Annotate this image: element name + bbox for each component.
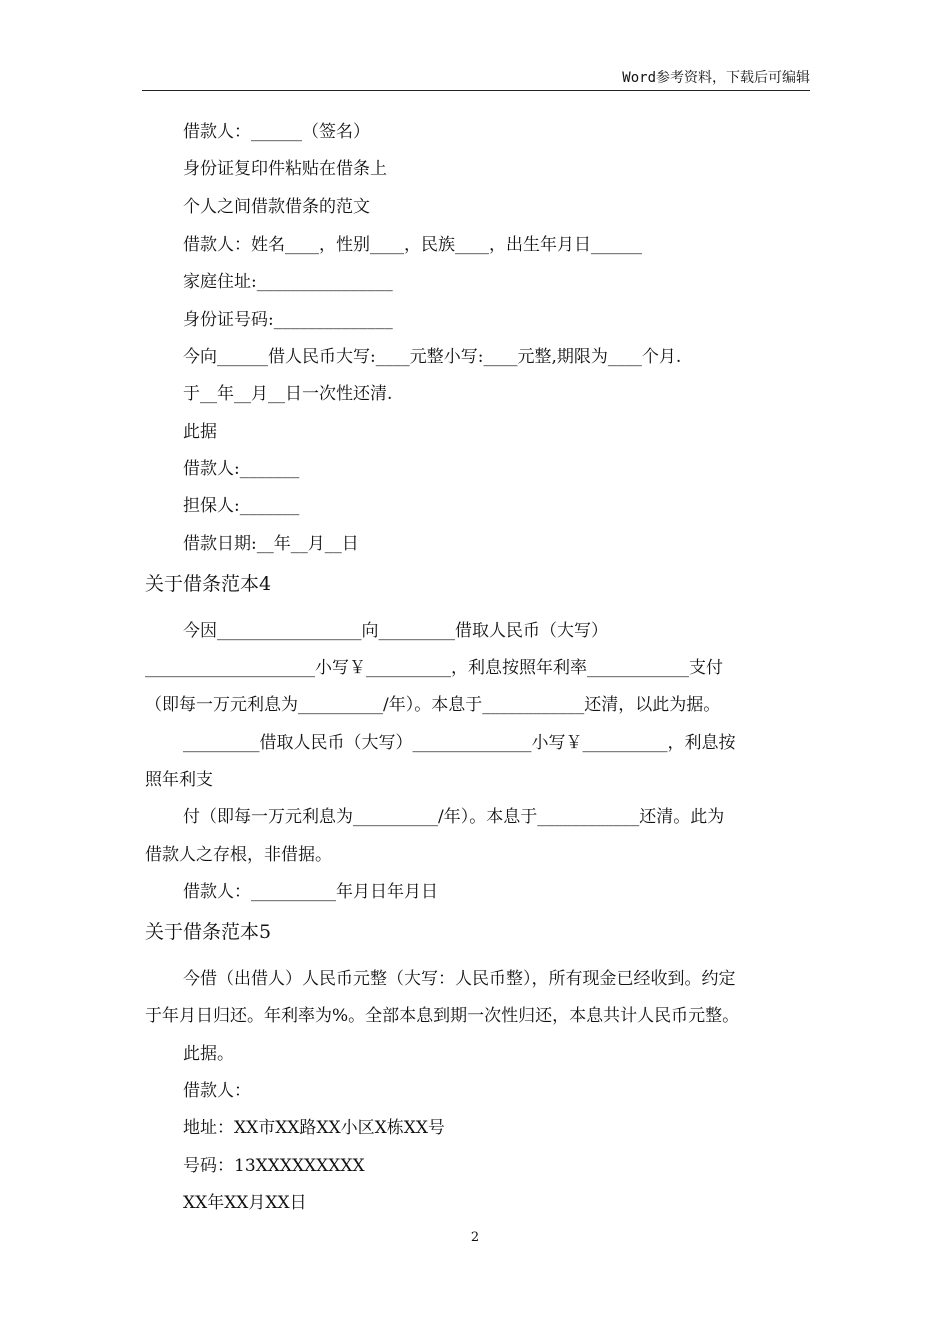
hereby-line: 此据 bbox=[183, 422, 217, 442]
borrower-signature-line: 借款人：______（签名） bbox=[183, 122, 370, 142]
section-5-phone-line: 号码：13XXXXXXXXX bbox=[183, 1156, 365, 1176]
section-4-line: _________借取人民币（大写）______________小写￥__________，利息按 bbox=[183, 733, 736, 753]
id-number-line: 身份证号码:______________ bbox=[183, 310, 393, 330]
loan-amount-line: 今向______借人民币大写:____元整小写:____元整,期限为____个月. bbox=[183, 347, 682, 367]
section-4-line: 照年利支 bbox=[145, 770, 213, 790]
section-4-line: （即每一万元利息为__________/年）。本息于____________还清，以此为据。 bbox=[145, 695, 721, 715]
borrower-line: 借款人:_______ bbox=[183, 459, 300, 479]
section-5-date-line: XX年XX月XX日 bbox=[183, 1193, 307, 1213]
id-copy-note: 身份证复印件粘贴在借条上 bbox=[183, 159, 387, 179]
section-5-address-line: 地址：XX市XX路XX小区X栋XX号 bbox=[183, 1118, 445, 1138]
borrower-info-line: 借款人：姓名____，性别____，民族____，出生年月日______ bbox=[183, 235, 642, 255]
section-5-line: 此据。 bbox=[183, 1044, 234, 1064]
section-4-heading: 关于借条范本4 bbox=[145, 573, 272, 595]
section-4-line: 借款人之存根，非借据。 bbox=[145, 845, 332, 865]
section-5-line: 借款人： bbox=[183, 1081, 251, 1101]
section-5-heading: 关于借条范本5 bbox=[145, 921, 272, 943]
loan-date-line: 借款日期:__年__月__日 bbox=[183, 534, 359, 554]
page-number: 2 bbox=[470, 1230, 480, 1245]
section-4-line: 借款人：__________年月日年月日 bbox=[183, 882, 438, 902]
section-5-line: 今借（出借人）人民币元整（大写：人民币整），所有现金已经收到。约定 bbox=[183, 969, 736, 989]
section-4-line: 今因_________________向_________借取人民币（大写） bbox=[183, 621, 608, 641]
template-title-line: 个人之间借款借条的范文 bbox=[183, 197, 370, 217]
guarantor-line: 担保人:_______ bbox=[183, 496, 300, 516]
home-address-line: 家庭住址:________________ bbox=[183, 272, 393, 292]
section-4-line: 付（即每一万元利息为__________/年）。本息于____________还清。此为 bbox=[183, 807, 725, 827]
page-header: Word参考资料，下载后可编辑 bbox=[142, 68, 810, 91]
section-5-line: 于年月日归还。年利率为%。全部本息到期一次性归还，本息共计人民币元整。 bbox=[145, 1006, 740, 1026]
repayment-date-line: 于__年__月__日一次性还清. bbox=[183, 384, 393, 404]
section-4-line: ____________________小写￥__________，利息按照年利率____________支付 bbox=[145, 658, 723, 678]
